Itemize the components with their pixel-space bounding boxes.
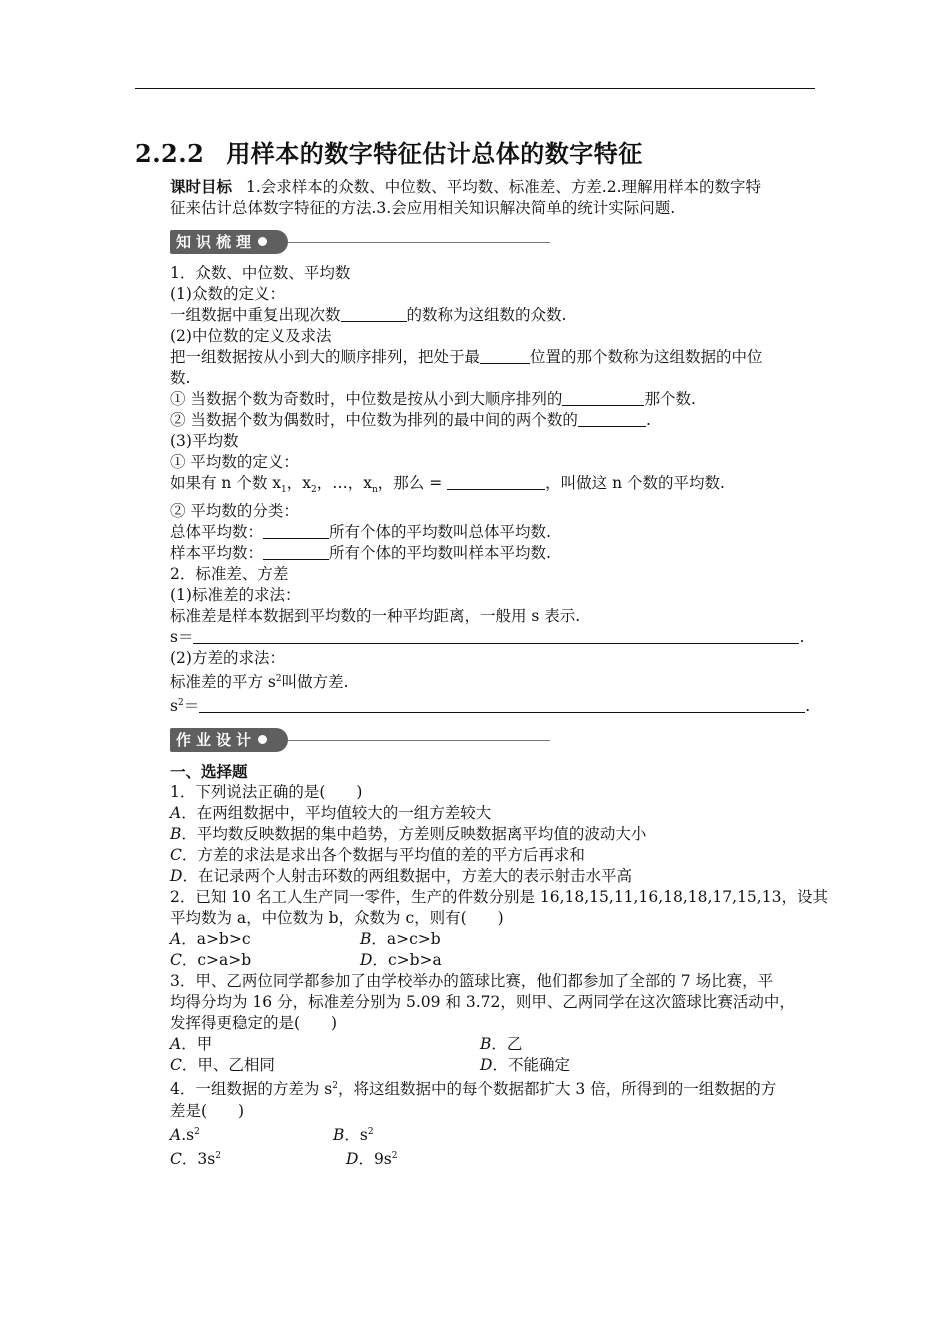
question-2: 2．已知 10 名工人生产同一零件，生产的件数分别是 16,18,15,11,16,18,18,17,15,13，设其 — [170, 888, 828, 907]
goal-label: 课时目标 — [170, 177, 233, 196]
fill-blank[interactable] — [562, 390, 644, 406]
option[interactable]: A．在两组数据中，平均值较大的一组方差较大 — [170, 804, 492, 823]
option[interactable]: B．平均数反映数据的集中趋势，方差则反映数据离平均值的波动大小 — [170, 825, 647, 844]
section-label: 作业设计 — [176, 731, 257, 750]
option[interactable]: B．乙 — [480, 1035, 523, 1054]
option[interactable]: A．甲 — [170, 1035, 213, 1054]
text-line: 总体平均数： 所有个体的平均数叫总体平均数. — [170, 523, 551, 542]
page-title — [135, 134, 643, 169]
text-line: 一组数据中重复出现次数 的数称为这组数的众数. — [170, 306, 567, 324]
option[interactable]: $A.s^2$ — [170, 1125, 200, 1144]
heading-2: 2．标准差、方差 — [170, 565, 289, 584]
option-row — [170, 1034, 820, 1055]
option[interactable]: B．$s^2$ — [333, 1125, 374, 1144]
text-line: ② 当数据个数为偶数时，中位数为排列的最中间的两个数的 . — [170, 411, 651, 429]
option-row — [170, 1122, 820, 1146]
fill-blank[interactable] — [341, 306, 407, 322]
banner-rule — [288, 740, 550, 741]
option-row — [170, 950, 820, 971]
exercise-heading: 一、选择题 — [170, 762, 248, 782]
text-line: $s^2=$ . — [170, 697, 811, 716]
option[interactable]: D．c>b>a — [360, 951, 442, 970]
question-3: 3．甲、乙两位同学都参加了由学校举办的篮球比赛，他们都参加了全部的 7 场比赛，平 — [170, 972, 774, 991]
text-line: 如果有 n 个数 $x_1$，$x_2$，…，$x_n$，那么 = ，叫做这 n 个数的平均数. — [170, 474, 725, 496]
option[interactable]: D．$9s^2$ — [346, 1149, 398, 1168]
heading-1: 1．众数、中位数、平均数 — [170, 264, 351, 282]
section-banner-homework — [170, 727, 820, 753]
fill-blank[interactable] — [193, 628, 799, 644]
text-line: 把一组数据按从小到大的顺序排列，把处于最 位置的那个数称为这组数据的中位 — [170, 348, 763, 366]
option[interactable]: D．在记录两个人射击环数的两组数据中，方差大的表示射击水平高 — [170, 867, 632, 886]
fill-blank[interactable] — [480, 348, 530, 364]
section-banner-knowledge — [170, 229, 820, 255]
option[interactable]: C．$3s^2$ — [170, 1149, 221, 1168]
option[interactable]: C．c>a>b — [170, 951, 252, 970]
fill-blank[interactable] — [447, 474, 545, 490]
option[interactable]: C．甲、乙相同 — [170, 1056, 275, 1075]
option-row — [170, 929, 820, 950]
option[interactable]: B．a>c>b — [360, 930, 441, 949]
section-label: 知识梳理 — [176, 233, 257, 251]
text-line: ① 当数据个数为奇数时，中位数是按从小到大顺序排列的 那个数. — [170, 390, 696, 408]
header-rule — [135, 88, 815, 89]
section-number: 2.2.2 — [135, 139, 205, 168]
option-row — [170, 1146, 820, 1170]
question-4: 4．一组数据的方差为 $s^2$，将这组数据中的每个数据都扩大 3 倍，所得到的一组数据的方 — [170, 1080, 777, 1099]
goal-line-2: 征来估计总体数字特征的方法.3.会应用相关知识解决简单的统计实际问题. — [170, 199, 676, 217]
question-1: 1．下列说法正确的是( ) — [170, 783, 363, 802]
bullet-dot-icon — [258, 735, 267, 744]
fill-blank[interactable] — [263, 523, 329, 539]
fill-blank[interactable] — [263, 544, 329, 560]
title-text: 用样本的数字特征估计总体的数字特征 — [226, 139, 643, 168]
text-line: 标准差的平方 $s^2$叫做方差. — [170, 673, 349, 692]
text-line: 样本平均数： 所有个体的平均数叫样本平均数. — [170, 544, 551, 563]
option[interactable]: A．a>b>c — [170, 930, 251, 949]
goal-line-1: 课时目标 1.会求样本的众数、中位数、平均数、标准差、方差.2.理解用样本的数字特 — [170, 177, 762, 196]
fill-blank[interactable] — [199, 697, 805, 713]
option[interactable]: C．方差的求法是求出各个数据与平均值的差的平方后再求和 — [170, 846, 585, 865]
option-row — [170, 1055, 820, 1076]
fill-blank[interactable] — [578, 411, 646, 427]
banner-rule — [288, 242, 550, 243]
document-body: 课时目标 1.会求样本的众数、中位数、平均数、标准差、方差.2.理解用样本的数字特 征来估计总体数字特征的方法.3.会应用相关知识解决简单的统计实际问题. 知识梳理 1．众数、中位数、平均数 (1)众数的定义： 一组数据中重复出现次数 的数称为这组数的众数. (2)中位数的定义及求法 把一组数据按从小到大的顺序排列，把处于最 位置的那个数称为这组数据的中位 数. ① 当数据个数为奇数时，中位数是按从小到大顺序排列的 那个数. ② 当数据个数为偶数时，中位数为排列的最中间的两个数的 . (3)平均数 ① 平均数的定义： 如果有 n 个数 $x_1$，$x_2$，…，$x_n$，那么 = ，叫做这 n 个数的平均数. ② 平均数的分类： 总体平均数： 所有个体的平均数叫总体平均数. 样本平均数： 所有个体的平均数叫样本平均数. 2．标准差、方差 (1)标准差的求法： 标准差是样本数据到平均数的一种平均距离，一般用 s 表示. s＝ . (2)方差的求法： 标准差的平方 $s^2$叫做方差. $s^2=$ . 作业设计 一、选择题 1．下列说法正确的是( ) A．在两组数据中，平均值较大的一组方差较大 B．平均数反映数据的集中趋势，方差则反映数据离平均值的波动大小 C．方差的求法是求出各个数据与平均值的差的平方后再求和 D．在记录两个人射击环数的两组数据中，方差大的表示射击水平高 2．已知 10 名工人生产同一零件，生产的件数分别是 16,18,15,11,16,18,18,17,15,13，设其 平均数为 a，中位数为 b，众数为 c，则有( ) A．a>b>c B．a>c>b C．c>a>b D．c>b>a 3．甲、乙两位同学都参加了由学校举办的篮球比赛，他们都参加了全部的 7 场比赛，平 均得分均为 16 分，标准差分别为 5.09 和 3.72，则甲、乙两同学在这次篮球比赛活动中， 发挥得更稳定的是( ) A．甲 B．乙 C．甲、乙相同 D．不能确定 4．一组数据的方差为 $s^2$，将这组数据中的每个数据都扩大 3 倍，所得到的一组数据的方 差是( ) $A.s^2$ B．$s^2$ C．$3s^2$ D．$9s^2$ — [170, 177, 828, 1168]
text-line: s＝ . — [170, 628, 805, 647]
option[interactable]: D．不能确定 — [480, 1056, 570, 1075]
bullet-dot-icon — [258, 237, 267, 246]
